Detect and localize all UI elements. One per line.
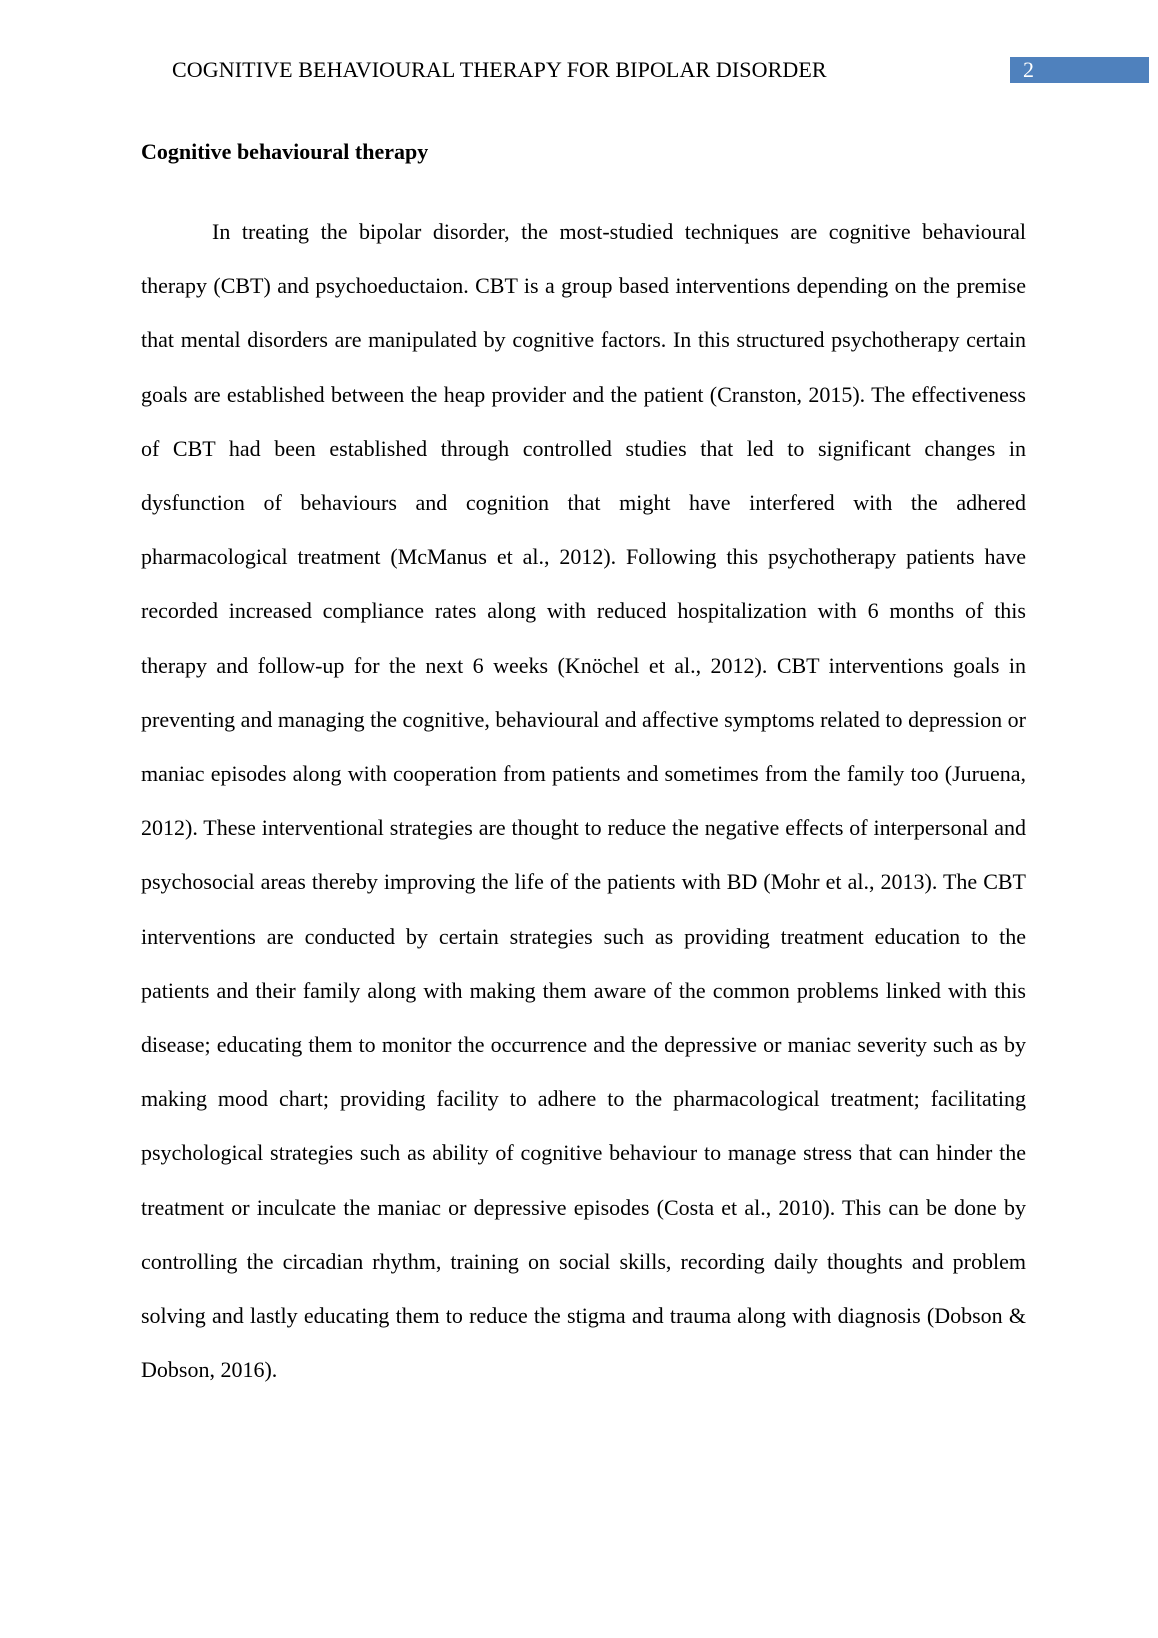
page-number-badge: [1010, 57, 1149, 83]
page-number: 2: [1023, 57, 1034, 82]
section-heading: Cognitive behavioural therapy: [141, 139, 429, 164]
body-paragraph: In treating the bipolar disorder, the most-studied techniques are cognitive behavioural therapy (CBT) and psychoeductaion. CBT is a group based interventions depending on the premise that mental disorders are manipulated by cognitive factors. In this structured psychotherapy certain goals are established between the heap provider and the patient (Cranston, 2015). The effectiveness of CBT had been established through controlled studies that led to significant changes in dysfunction of behaviours and cognition that might have interfered with the adhered pharmacological treatment (McManus et al., 2012). Following this psychotherapy patients have recorded increased compliance rates along with reduced hospitalization with 6 months of this therapy and follow-up for the next 6 weeks (Knöchel et al., 2012). CBT interventions goals in preventing and managing the cognitive, behavioural and affective symptoms related to depression or maniac episodes along with cooperation from patients and sometimes from the family too (Juruena, 2012). These interventional strategies are thought to reduce the negative effects of interpersonal and psychosocial areas thereby improving the life of the patients with BD (Mohr et al., 2013). The CBT interventions are conducted by certain strategies such as providing treatment education to the patients and their family along with making them aware of the common problems linked with this disease; educating them to monitor the occurrence and the depressive or maniac severity such as by making mood chart; providing facility to adhere to the pharmacological treatment; facilitating psychological strategies such as ability of cognitive behaviour to manage stress that can hinder the treatment or inculcate the maniac or depressive episodes (Costa et al., 2010). This can be done by controlling the circadian rhythm, training on social skills, recording daily thoughts and problem solving and lastly educating them to reduce the stigma and trauma along with diagnosis (Dobson & Dobson, 2016).: [141, 219, 1026, 1383]
running-head: COGNITIVE BEHAVIOURAL THERAPY FOR BIPOLAR DISORDER: [172, 57, 827, 82]
